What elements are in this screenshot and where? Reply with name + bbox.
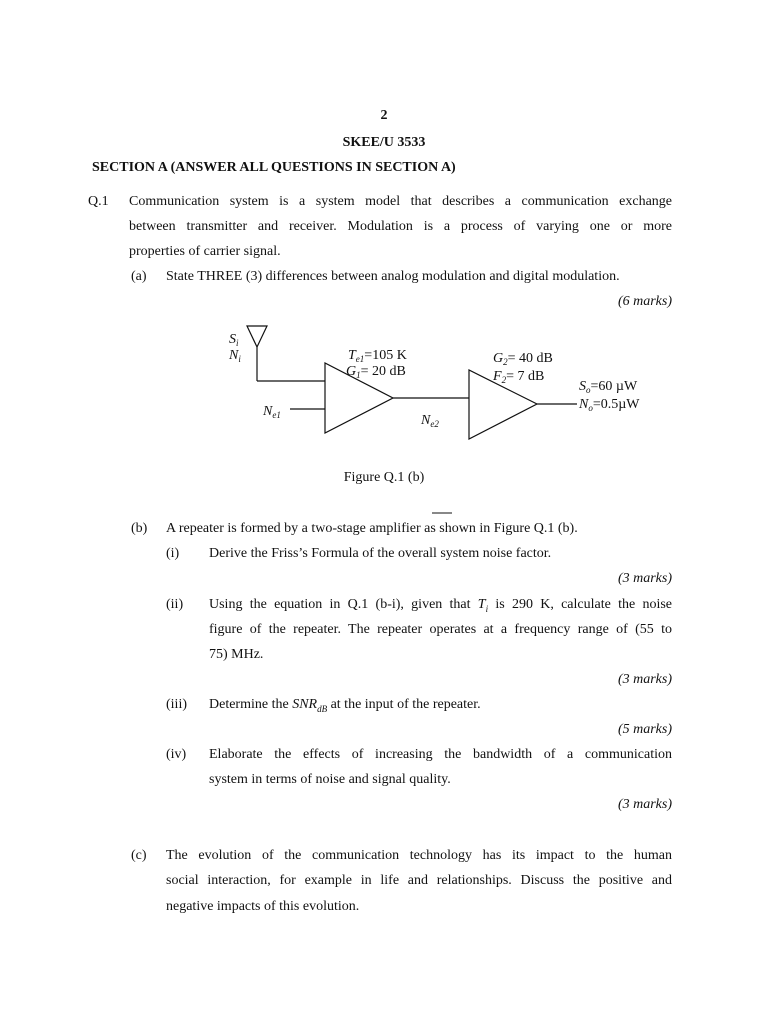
si-label: $S_i$ — [229, 332, 239, 348]
g1-label: $G_1= 20$ dB — [346, 364, 406, 380]
item-i-label: (i) — [166, 546, 180, 561]
part-b-text: A repeater is formed by a two-stage amplifier as shown in Figure Q.1 (b). — [166, 521, 578, 536]
intro-line-1: Communication system is a system model that describes a communication exchange — [129, 194, 672, 209]
item-ii-marks: (3 marks) — [617, 672, 672, 687]
figure-caption: Figure Q.1 (b) — [343, 470, 425, 485]
part-a-marks: (6 marks) — [617, 294, 672, 309]
item-iii-marks: (5 marks) — [617, 722, 672, 737]
part-c-label: (c) — [131, 848, 147, 863]
part-c-line-3: negative impacts of this evolution. — [166, 899, 360, 914]
intro-line-2: between transmitter and receiver. Modulation is a process of varying one or more — [129, 219, 672, 234]
part-a-text: State THREE (3) differences between analog modulation and digital modulation. — [166, 269, 620, 284]
f2-label: $F_2= 7$ dB — [493, 369, 545, 385]
page-number: 2 — [380, 108, 388, 123]
ne2-label: $N_{e2}$ — [421, 413, 439, 429]
ni-label: $N_i$ — [229, 348, 241, 364]
item-ii-line-2: figure of the repeater. The repeater operates at a frequency range of (55 to — [209, 622, 672, 637]
te1-label: $T_{e1}=105$ K — [348, 348, 407, 364]
item-iv-line-1: Elaborate the effects of increasing the bandwidth of a communication — [209, 747, 672, 762]
section-title: SECTION A (ANSWER ALL QUESTIONS IN SECTION A) — [92, 160, 456, 175]
antenna-icon — [247, 326, 267, 347]
part-a-label: (a) — [131, 269, 147, 284]
so-label: $S_o=60$ µW — [579, 379, 638, 395]
question-number: Q.1 — [88, 194, 109, 209]
item-iv-marks: (3 marks) — [617, 797, 672, 812]
item-iii-label: (iii) — [166, 697, 187, 712]
intro-line-3: properties of carrier signal. — [129, 244, 281, 259]
item-ii-line-1: Using the equation in Q.1 (b-i), given that $T_i$ is 290 K, calculate the noise — [209, 597, 672, 614]
part-c-line-2: social interaction, for example in life and relationships. Discuss the positive and — [166, 873, 672, 888]
ne1-label: $N_{e1}$ — [263, 404, 281, 420]
item-ii-line-3: 75) MHz. — [209, 647, 264, 662]
no-label: $N_o=0.5\mu W$ — [579, 397, 640, 413]
item-iii-text: Determine the $SNR_{dB}$ at the input of the repeater. — [209, 697, 481, 714]
item-iv-line-2: system in terms of noise and signal quality. — [209, 772, 451, 787]
item-i-marks: (3 marks) — [617, 571, 672, 586]
item-iv-label: (iv) — [166, 747, 187, 762]
g2-label: $G_2= 40$ dB — [493, 351, 553, 367]
item-ii-label: (ii) — [166, 597, 184, 612]
course-code: SKEE/U 3533 — [342, 135, 426, 150]
item-i-text: Derive the Friss’s Formula of the overall system noise factor. — [209, 546, 552, 561]
part-b-label: (b) — [131, 521, 148, 536]
part-c-line-1: The evolution of the communication technology has its impact to the human — [166, 848, 672, 863]
